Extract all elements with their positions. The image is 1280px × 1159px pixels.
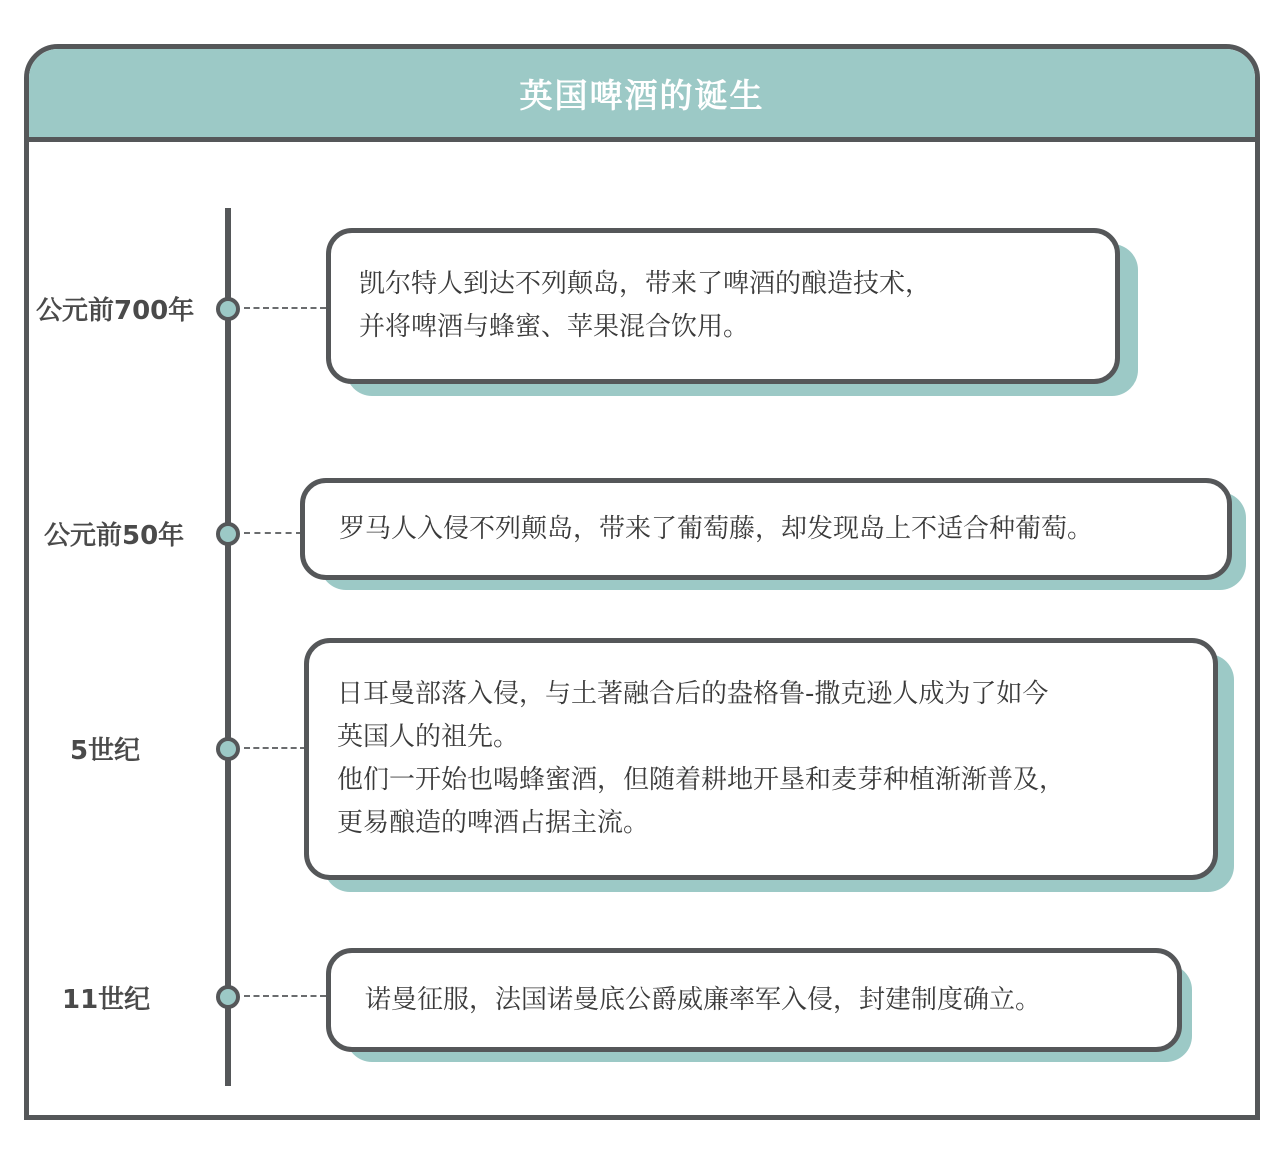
- event-card-4: [326, 948, 1182, 1052]
- header-bar: [29, 49, 1255, 142]
- event-text-3: 日耳曼部落入侵，与土著融合后的盎格鲁-撒克逊人成为了如今 英国人的祖先。 他们一开始也喝蜂蜜酒，但随着耕地开垦和麦芽种植渐渐普及， 更易酿造的啤酒占据主流。: [337, 679, 1066, 838]
- timeline-line: [225, 208, 231, 1086]
- event-text-2: 罗马人入侵不列颠岛，带来了葡萄藤，却发现岛上不适合种葡萄。: [339, 513, 1094, 544]
- connector-2: [244, 532, 302, 534]
- event-text-1: 凯尔特人到达不列颠岛，带来了啤酒的酿造技术， 并将啤酒与蜂蜜、苹果混合饮用。: [359, 269, 932, 342]
- period-label-1: 公元前700年: [36, 296, 195, 326]
- event-card-2: [300, 478, 1232, 580]
- connector-1: [244, 307, 326, 309]
- connector-3: [244, 747, 306, 749]
- event-card-1: [326, 228, 1120, 384]
- timeline-node-2: [216, 522, 240, 546]
- period-label-3: 5世纪: [70, 736, 141, 766]
- period-label-4: 11世纪: [62, 985, 151, 1015]
- page-title: 英国啤酒的诞生: [519, 75, 765, 115]
- connector-4: [244, 995, 326, 997]
- timeline-node-3: [216, 737, 240, 761]
- timeline-node-4: [216, 985, 240, 1009]
- event-text-4: 诺曼征服，法国诺曼底公爵威廉率军入侵，封建制度确立。: [365, 984, 1042, 1015]
- timeline-node-1: [216, 297, 240, 321]
- period-label-2: 公元前50年: [44, 521, 185, 551]
- event-card-3: [304, 638, 1218, 880]
